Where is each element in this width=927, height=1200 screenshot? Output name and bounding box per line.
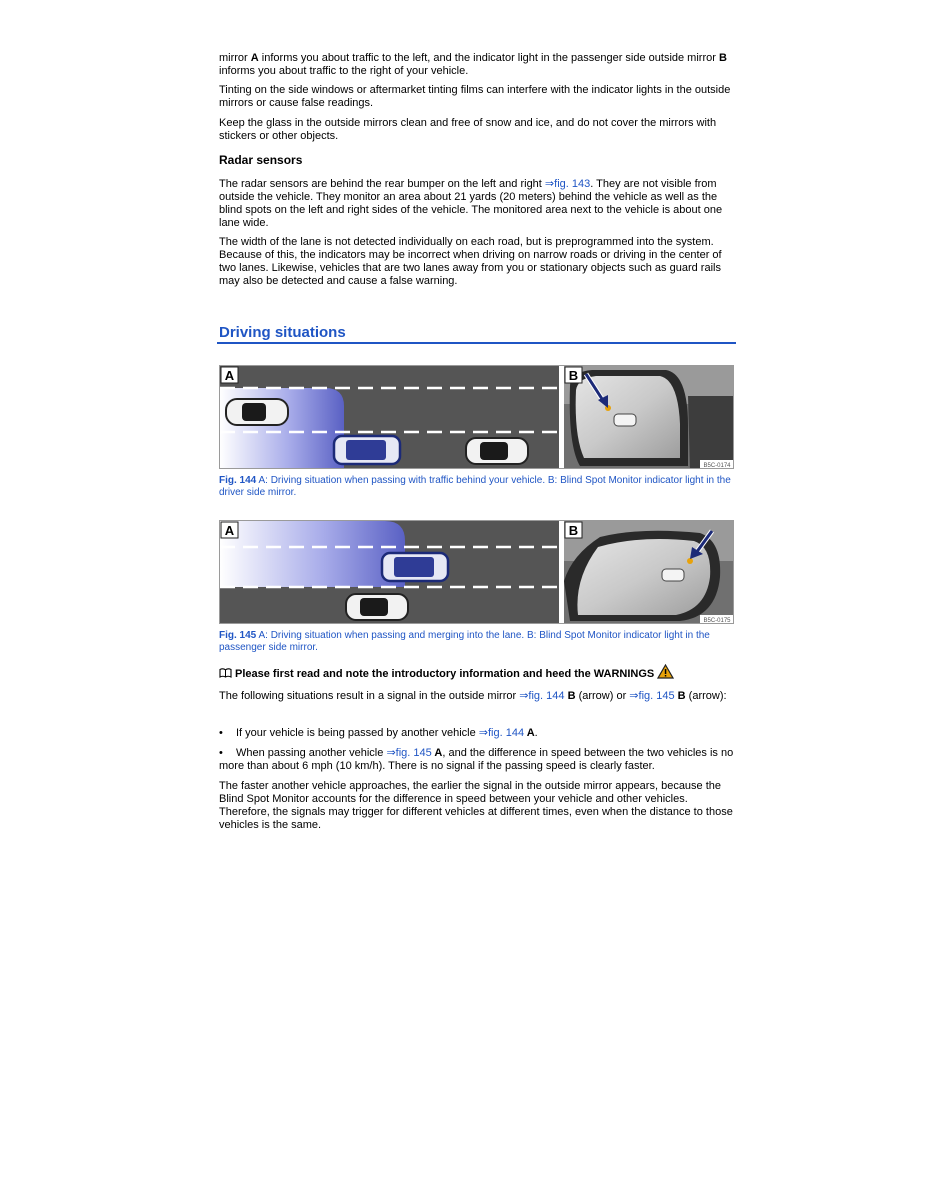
radar-paragraph-2: The width of the lane is not detected individually on each road, but is preprogrammed into the system. Because of this, the indicators may be incorrect when driving on narrow roads or driving in the center of two lanes. Likewise, vehicles that are two lanes away from you or stationary objects such as guard rails may also be detected and cause a false warning. bbox=[219, 236, 722, 287]
mirror-illustration bbox=[564, 521, 734, 624]
section-heading: Driving situations bbox=[219, 324, 346, 341]
figure-code: B5C-0174 bbox=[703, 463, 731, 469]
notice-line: Please first read and note the introductory information and heed the WARNINGS bbox=[219, 664, 735, 683]
intro-paragraph-3: Keep the glass in the outside mirrors clean and free of snow and ice, and do not cover the mirrors with stickers or other objects. bbox=[219, 117, 717, 142]
car-icon bbox=[226, 399, 288, 425]
intro-paragraph-1: mirror A informs you about traffic to the left, and the indicator light in the passenger side outside mirror B informs you about traffic to the right of your vehicle. bbox=[219, 52, 727, 77]
body-paragraph-1: The following situations result in a signal in the outside mirror ⇒fig. 144 B (arrow) or ⇒fig. 145 B (arrow): bbox=[219, 690, 727, 702]
panel-a-label: A bbox=[224, 523, 235, 538]
radar-heading: Radar sensors bbox=[219, 153, 303, 167]
car-icon bbox=[334, 436, 400, 464]
figure-145 bbox=[219, 520, 734, 624]
radar-paragraph-1: The radar sensors are behind the rear bumper on the left and right ⇒fig. 143. They are not visible from outside the vehicle. They monitor an area about 21 yards (20 meters) behind the vehicle as well as the blind spots on the left and right sides of the vehicle. The monitored area next to the vehicle is about one lane wide. bbox=[219, 178, 723, 229]
car-icon bbox=[382, 553, 448, 581]
fig-145-link[interactable]: ⇒fig. 145 bbox=[386, 747, 432, 759]
intro-paragraph-2: Tinting on the side windows or aftermarket tinting films can interfere with the indicator lights in the outside mirrors or cause false readings. bbox=[219, 84, 731, 109]
list-item: • If your vehicle is being passed by another vehicle ⇒fig. 144 A. bbox=[219, 727, 538, 739]
panel-b-label: B bbox=[568, 523, 579, 538]
fig-143-link[interactable]: ⇒fig. 143 bbox=[544, 178, 591, 190]
panel-b-label: B bbox=[568, 368, 579, 383]
car-icon bbox=[466, 438, 528, 464]
book-icon bbox=[219, 668, 232, 682]
car-icon bbox=[346, 594, 408, 620]
warning-light-icon bbox=[687, 558, 693, 564]
figure-144 bbox=[219, 365, 734, 469]
fig-144-link[interactable]: ⇒fig. 144 bbox=[478, 727, 525, 739]
list-item: • When passing another vehicle ⇒fig. 145 A, and the difference in speed between the two vehicles is no more than about 6 mph (10 km/h). There is no signal if the passing speed is clearly faster. bbox=[219, 747, 734, 772]
figure-144-caption: Fig. 144 A: Driving situation when passing with traffic behind your vehicle. B: Blind Spot Monitor indicator light in the driver side mirror. bbox=[219, 475, 731, 498]
body-paragraph-2: The faster another vehicle approaches, the earlier the signal in the outside mirror appears, because the Blind Spot Monitor accounts for the difference in speed between your vehicle and other vehicles. Therefore, the signals may trigger for different vehicles at different times, even when the distance to those vehicles is the same. bbox=[219, 780, 733, 831]
panel-a-label: A bbox=[224, 368, 235, 383]
road-illustration bbox=[220, 521, 559, 624]
fig-145-link[interactable]: ⇒fig. 145 bbox=[629, 690, 675, 702]
mirror-illustration bbox=[564, 366, 734, 469]
fig-144-link[interactable]: ⇒fig. 144 bbox=[519, 690, 565, 702]
figure-code: B5C-0175 bbox=[703, 618, 731, 624]
section-divider bbox=[217, 342, 736, 344]
figure-145-caption: Fig. 145 A: Driving situation when passing and merging into the lane. B: Blind Spot Monitor indicator light in the passenger side mirror. bbox=[219, 630, 710, 653]
warning-triangle-icon bbox=[657, 664, 674, 683]
blind-spot-zone bbox=[220, 521, 405, 587]
road-illustration bbox=[220, 366, 559, 469]
